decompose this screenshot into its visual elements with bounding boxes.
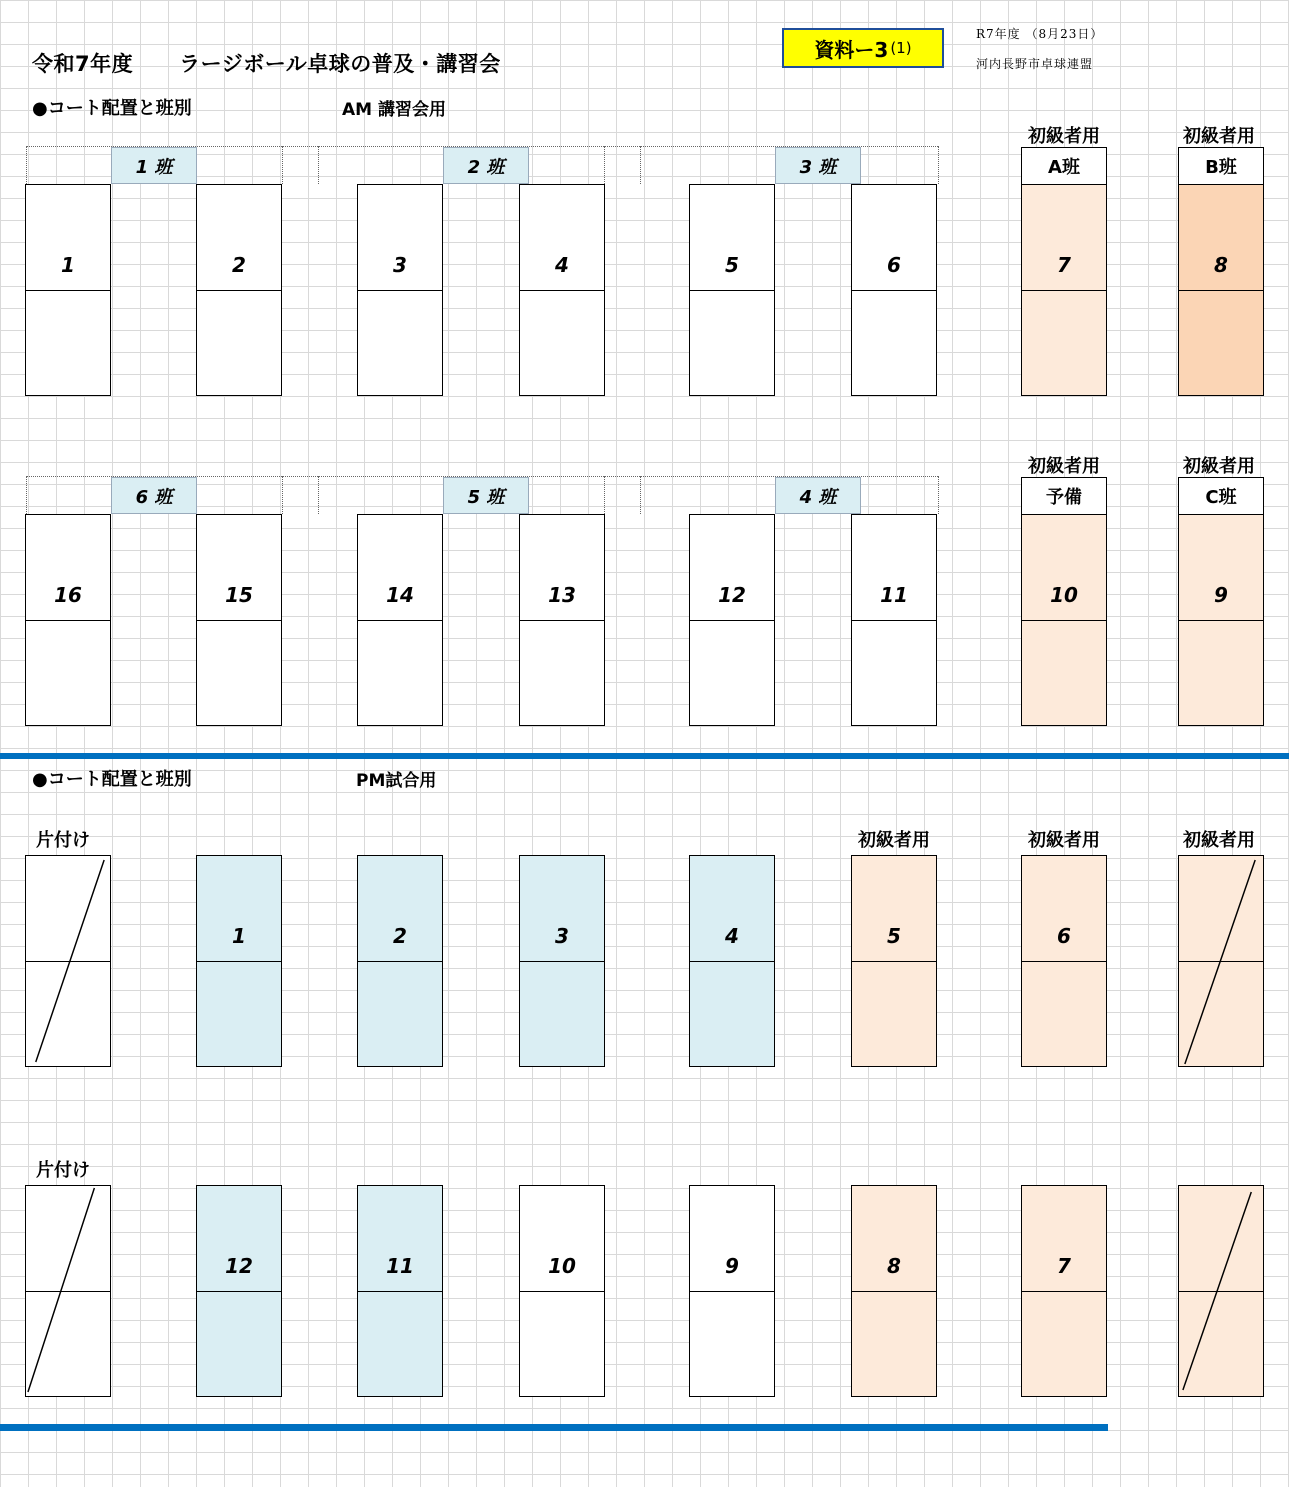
court-number: 16 <box>54 583 82 607</box>
org-name: 河内長野市卓球連盟 <box>976 57 1094 71</box>
court-number: 4 <box>725 924 739 948</box>
pm-court-4 <box>689 855 775 1067</box>
court-3 <box>357 184 443 396</box>
court-number: 6 <box>887 253 901 277</box>
court-unused <box>25 1185 111 1397</box>
court-number: 3 <box>555 924 569 948</box>
court-number: 15 <box>225 583 253 607</box>
group-label-6: 6 班 <box>111 477 197 514</box>
court-12 <box>689 514 775 726</box>
court-number: 12 <box>225 1254 253 1278</box>
group-label-2: 2 班 <box>443 147 529 184</box>
beginner-label: 初級者用 <box>858 830 930 851</box>
cleanup-label: 片付け <box>36 1160 90 1181</box>
doc-label: 資料ー3 <box>814 37 889 62</box>
court-number: 9 <box>725 1254 739 1278</box>
court-number: 7 <box>1057 253 1071 277</box>
court-15 <box>196 514 282 726</box>
group-label-1: 1 班 <box>111 147 197 184</box>
court-number: 11 <box>880 583 908 607</box>
pm-court-12 <box>196 1185 282 1397</box>
court-number: 8 <box>887 1254 901 1278</box>
group-label-c: C班 <box>1178 477 1264 514</box>
court-number: 5 <box>725 253 739 277</box>
unused-slash <box>26 856 110 1066</box>
beginner-label: 初級者用 <box>1183 456 1255 477</box>
pm-court-9 <box>689 1185 775 1397</box>
am-row2-dotted-divider <box>282 476 283 514</box>
court-unused <box>1178 855 1264 1067</box>
court-number: 9 <box>1214 583 1228 607</box>
court-10 <box>1021 514 1107 726</box>
am-row1-dotted-divider <box>938 146 939 184</box>
unused-slash <box>1179 1186 1263 1396</box>
court-4 <box>519 184 605 396</box>
am-row1-dotted-divider <box>604 146 605 184</box>
beginner-label: 初級者用 <box>1028 126 1100 147</box>
pm-court-7 <box>1021 1185 1107 1397</box>
unused-slash <box>1179 856 1263 1066</box>
beginner-label: 初級者用 <box>1028 456 1100 477</box>
court-number: 1 <box>61 253 75 277</box>
pm-court-10 <box>519 1185 605 1397</box>
pm-court-2 <box>357 855 443 1067</box>
court-16 <box>25 514 111 726</box>
group-label-3: 3 班 <box>775 147 861 184</box>
pm-court-8 <box>851 1185 937 1397</box>
pm-court-5 <box>851 855 937 1067</box>
am-row1-dotted-divider <box>282 146 283 184</box>
pm-court-1 <box>196 855 282 1067</box>
group-label-b: B班 <box>1178 147 1264 184</box>
group-label-a: A班 <box>1021 147 1107 184</box>
court-unused <box>1178 1185 1264 1397</box>
court-14 <box>357 514 443 726</box>
court-number: 5 <box>887 924 901 948</box>
pm-court-11 <box>357 1185 443 1397</box>
bottom-divider <box>0 1424 1108 1431</box>
doc-label-box <box>782 28 944 68</box>
cleanup-label: 片付け <box>36 830 90 851</box>
court-number: 3 <box>393 253 407 277</box>
court-number: 6 <box>1057 924 1071 948</box>
beginner-label: 初級者用 <box>1183 126 1255 147</box>
court-number: 7 <box>1057 1254 1071 1278</box>
am-row1-dotted-divider <box>26 146 27 184</box>
group-label-4: 4 班 <box>775 477 861 514</box>
am-row1-dotted-divider <box>318 146 319 184</box>
court-number: 14 <box>386 583 414 607</box>
pm-court-3 <box>519 855 605 1067</box>
am-row1-dotted-divider <box>640 146 641 184</box>
am-section-sub: AM 講習会用 <box>342 100 446 120</box>
am-row2-dotted-divider <box>640 476 641 514</box>
court-1 <box>25 184 111 396</box>
beginner-label: 初級者用 <box>1028 830 1100 851</box>
page-title: 令和7年度 ラージボール卓球の普及・講習会 <box>32 52 501 76</box>
pm-section-title: ●コート配置と班別 <box>32 769 192 790</box>
court-2 <box>196 184 282 396</box>
court-number: 10 <box>1050 583 1078 607</box>
court-number: 2 <box>393 924 407 948</box>
court-8 <box>1178 184 1264 396</box>
am-section-title: ●コート配置と班別 <box>32 98 192 119</box>
court-number: 11 <box>386 1254 414 1278</box>
court-number: 1 <box>232 924 246 948</box>
beginner-label: 初級者用 <box>1183 830 1255 851</box>
court-number: 2 <box>232 253 246 277</box>
am-row2-dotted-divider <box>938 476 939 514</box>
court-unused <box>25 855 111 1067</box>
court-number: 4 <box>555 253 569 277</box>
pm-court-6 <box>1021 855 1107 1067</box>
am-row2-dotted-divider <box>604 476 605 514</box>
court-13 <box>519 514 605 726</box>
court-11 <box>851 514 937 726</box>
am-row2-dotted-divider <box>318 476 319 514</box>
group-label-reserve: 予備 <box>1021 477 1107 514</box>
pm-section-sub: PM試合用 <box>356 771 437 791</box>
court-number: 8 <box>1214 253 1228 277</box>
court-7 <box>1021 184 1107 396</box>
unused-slash <box>26 1186 110 1396</box>
court-number: 13 <box>548 583 576 607</box>
court-9 <box>1178 514 1264 726</box>
court-5 <box>689 184 775 396</box>
fiscal-date: R7年度 （8月23日） <box>976 27 1104 41</box>
court-number: 12 <box>718 583 746 607</box>
doc-label-sub: (1) <box>890 39 912 57</box>
section-divider <box>0 753 1289 759</box>
am-row2-dotted-divider <box>26 476 27 514</box>
court-number: 10 <box>548 1254 576 1278</box>
court-6 <box>851 184 937 396</box>
group-label-5: 5 班 <box>443 477 529 514</box>
